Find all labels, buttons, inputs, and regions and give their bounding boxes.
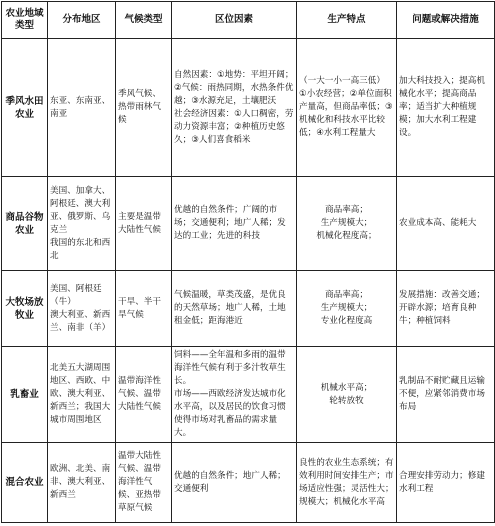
cell-measures: 合理安排劳动力；修建水利工程: [397, 443, 495, 523]
cell-measures: 加大科技投入；提高机械化水平；提高商品率；适当扩大种植规模；加大水利工程建设。: [397, 39, 495, 177]
cell-region: 美国、加拿大、阿根廷、澳大利亚、俄罗斯、乌克兰 我国的东北和西北: [48, 177, 116, 271]
header-region: 分布地区: [48, 2, 116, 39]
cell-type: 大牧场放牧业: [2, 271, 48, 347]
header-climate: 气候类型: [116, 2, 172, 39]
cell-features: 商品率高； 生产规模大； 专业化程度高: [297, 271, 397, 347]
cell-features: 商品率高； 生产规模大； 机械化程度高；: [297, 177, 397, 271]
header-row: [2, 2, 495, 39]
cell-measures: 发展措施：改善交通；开辟水源；培育良种牛；种植饲料: [397, 271, 495, 347]
header-measures: 问题或解决措施: [397, 2, 495, 39]
header-type: 农业地域类型: [2, 2, 48, 39]
cell-region: 美国、阿根廷（牛） 澳大利亚、新西兰、南非（羊）: [48, 271, 116, 347]
agriculture-table: [1, 1, 495, 523]
table-row: [2, 39, 495, 177]
cell-measures: 乳制品不耐贮藏且运输不便，应紧邻消费市场布局: [397, 347, 495, 443]
cell-factors: 饲料——全年温和多雨的温带海洋性气候有利于多汁牧草生长。 市场——西欧经济发达城市化水平高，以及居民的饮食习惯使得市场对乳畜品的需求量大。: [172, 347, 297, 443]
cell-climate: 主要是温带大陆性气候: [116, 177, 172, 271]
cell-measures: 农业成本高、能耗大: [397, 177, 495, 271]
cell-features: （一大一小一高三低） ①小农经营；②单位面积产量高，但商品率低；③机械化和科技水平比较低；④水利工程量大: [297, 39, 397, 177]
table-row: [2, 443, 495, 523]
header-factors: 区位因素: [172, 2, 297, 39]
cell-climate: 温带海洋性气候、温带大陆性气候: [116, 347, 172, 443]
cell-factors: 优越的自然条件；广阔的市场；交通便利；地广人稀；发达的工业；先进的科技: [172, 177, 297, 271]
cell-region: 北美五大湖周围地区、西欧、中欧、澳大利亚、新西兰；我国大城市周围地区: [48, 347, 116, 443]
cell-type: 商品谷物农业: [2, 177, 48, 271]
table-row: [2, 177, 495, 271]
cell-region: 东亚、东南亚、南亚: [48, 39, 116, 177]
cell-features: 机械水平高； 轮转放牧: [297, 347, 397, 443]
table-row: [2, 347, 495, 443]
cell-type: 乳畜业: [2, 347, 48, 443]
cell-factors: 气候温暖，草类茂盛，是优良的天然草场；地广人稀，土地租金低；距海港近: [172, 271, 297, 347]
table-row: [2, 271, 495, 347]
cell-climate: 季风气候、热带雨林气候: [116, 39, 172, 177]
cell-type: 季风水田农业: [2, 39, 48, 177]
cell-climate: 干旱、半干旱气候: [116, 271, 172, 347]
cell-factors: 自然因素：①地势：平坦开阔；②气候：雨热同期，水热条件优越；③水源充足，土壤肥沃 社会经济因素：①人口稠密，劳动力资源丰富；②种植历史悠久；③人们喜食稻米: [172, 39, 297, 177]
cell-factors: 优越的自然条件；地广人稀；交通便利: [172, 443, 297, 523]
cell-features: 良性的农业生态系统；有效利用时间安排生产；市场适应性强；灵活性大；规模大；机械化水平高: [297, 443, 397, 523]
cell-climate: 温带大陆性气候、温带海洋性气候、亚热带草原气候: [116, 443, 172, 523]
cell-region: 欧洲、北美、南非、澳大利亚、新西兰: [48, 443, 116, 523]
header-features: 生产特点: [297, 2, 397, 39]
cell-type: 混合农业: [2, 443, 48, 523]
